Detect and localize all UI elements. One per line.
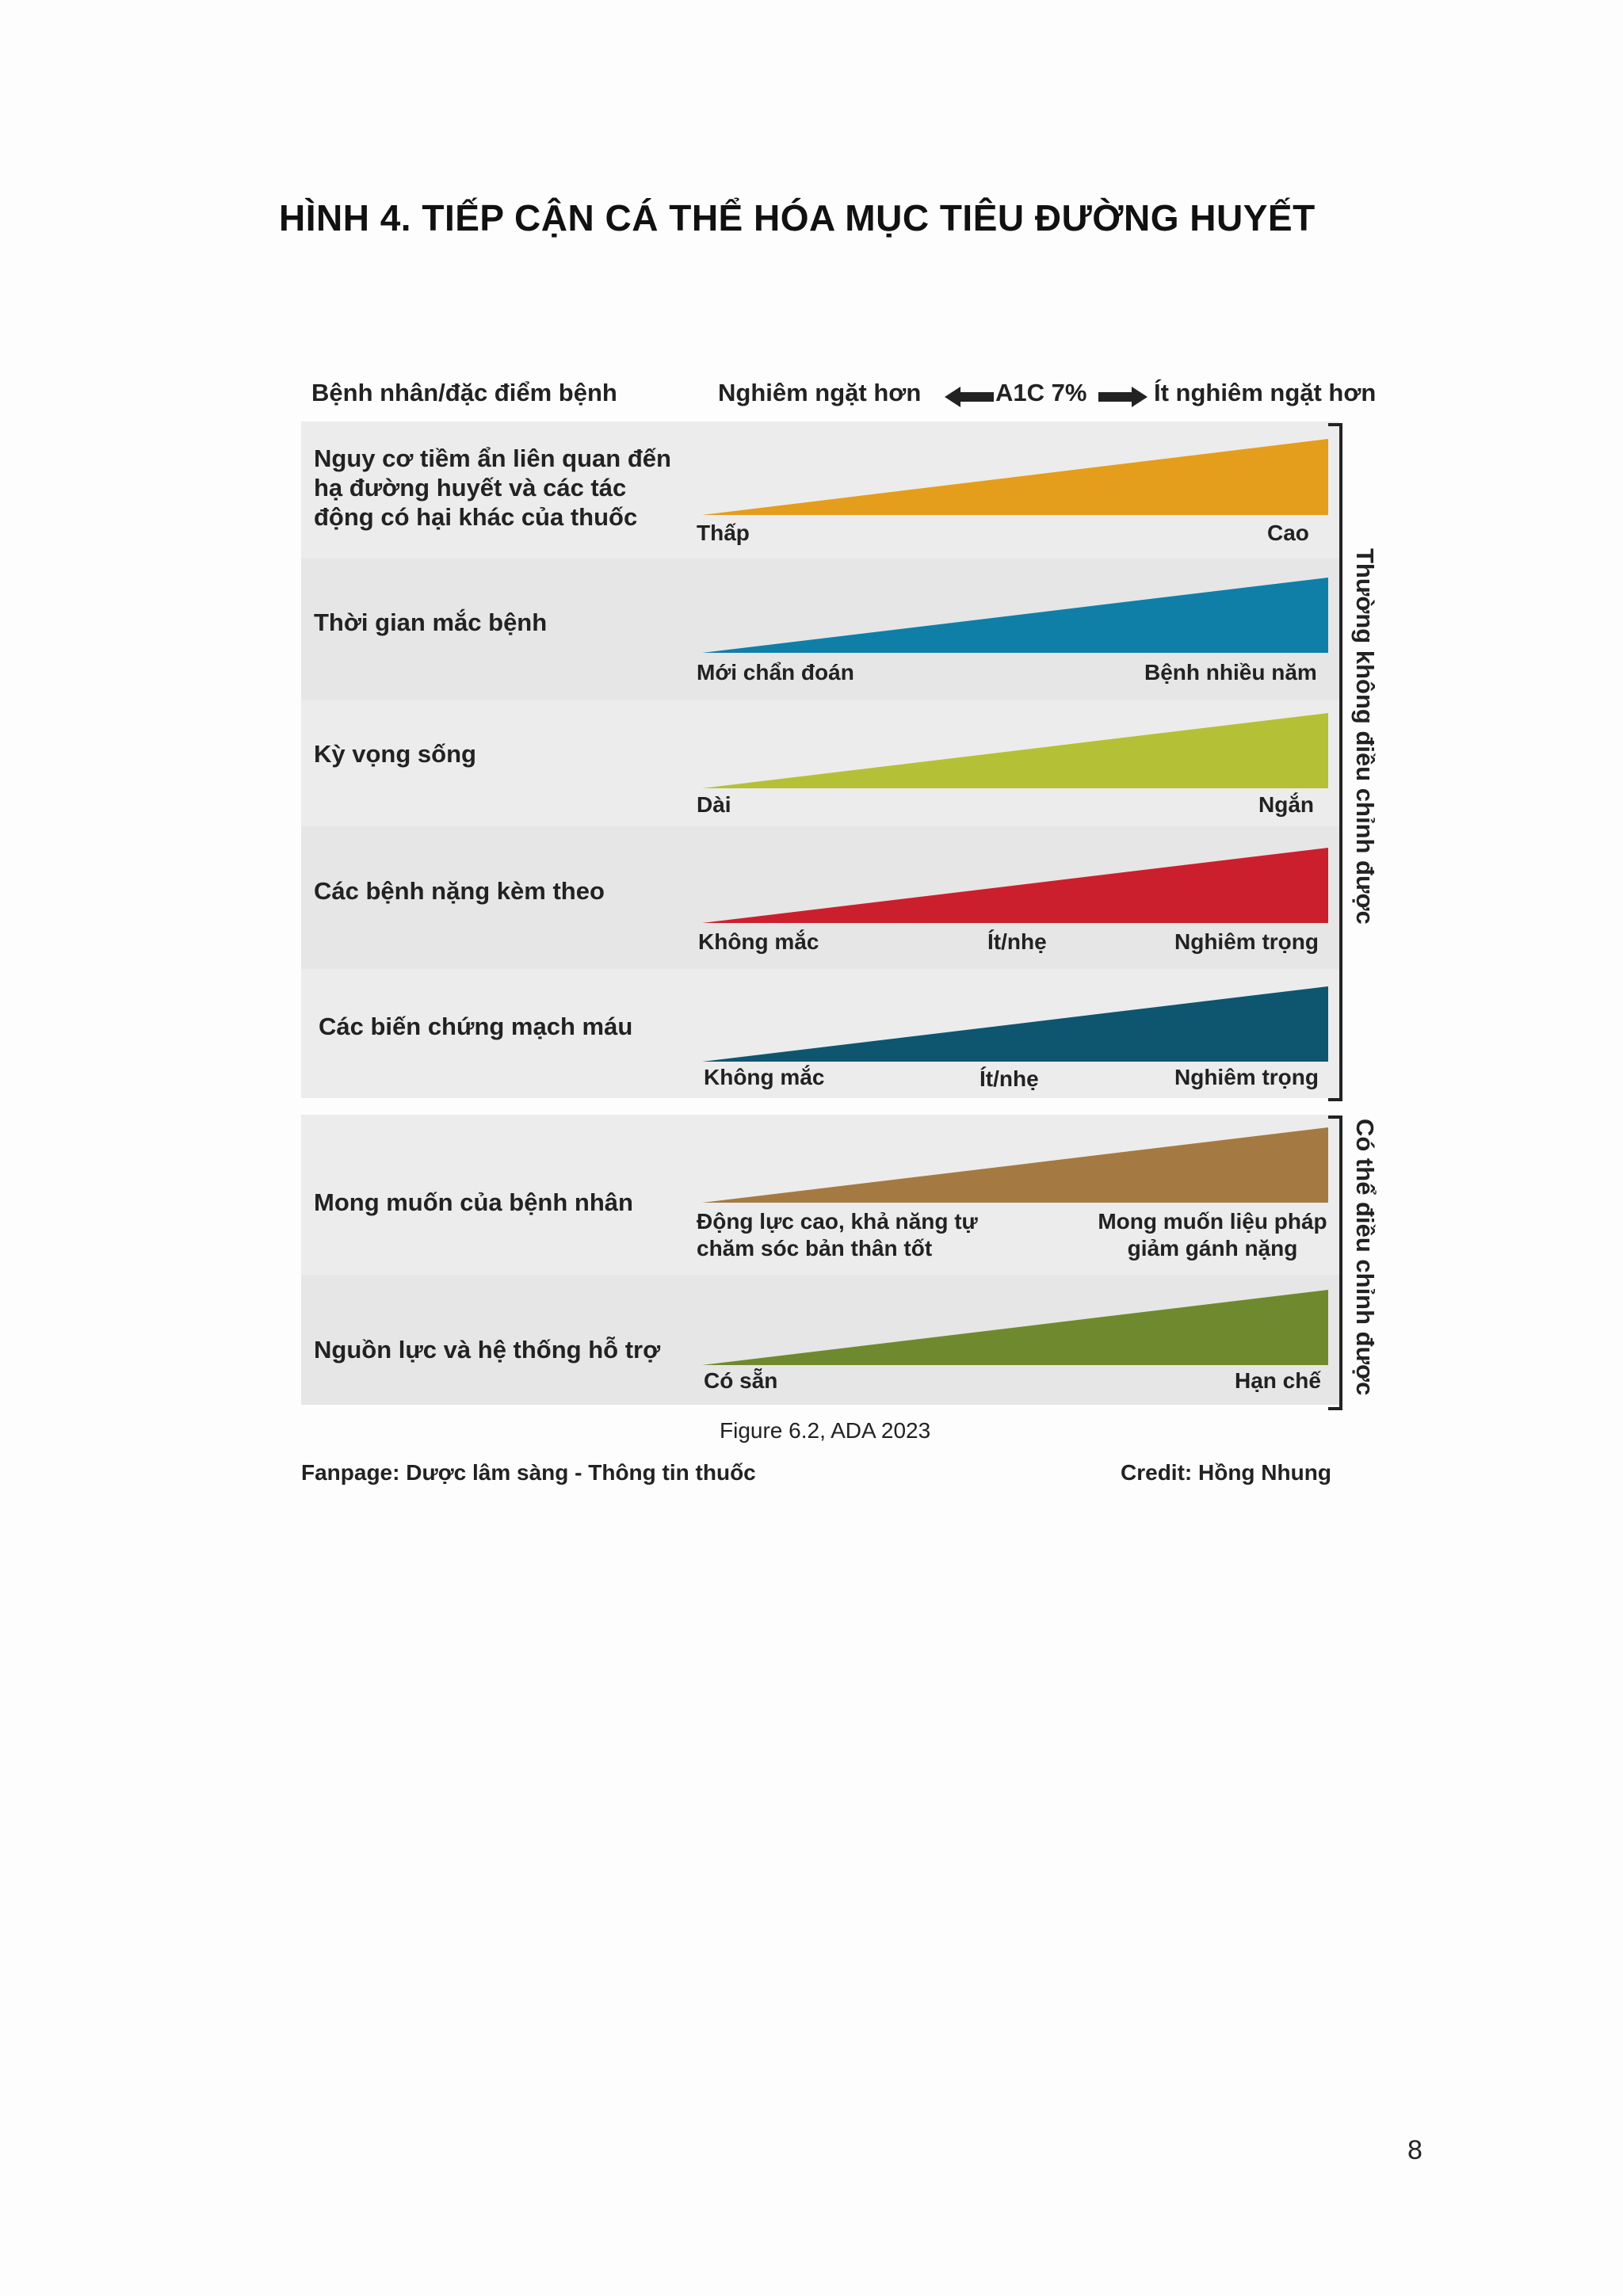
- header-more-stringent: Nghiêm ngặt hơn: [718, 379, 922, 406]
- wedge-shape: [702, 578, 1328, 653]
- scale-right-label: Mong muốn liệu pháp giảm gánh nặng: [1098, 1209, 1327, 1261]
- page-title: HÌNH 4. TIẾP CẬN CÁ THỂ HÓA MỤC TIÊU ĐƯỜNG HUYẾT: [279, 197, 1316, 238]
- scale-left-label: Không mắc: [698, 929, 819, 954]
- header-characteristics: Bệnh nhân/đặc điểm bệnh: [311, 379, 617, 406]
- wedge-shape: [702, 439, 1328, 515]
- scale-right-label: Bệnh nhiều năm: [1144, 660, 1317, 685]
- wedge-shape: [702, 986, 1328, 1062]
- row-label: Các bệnh nặng kèm theo: [314, 877, 605, 905]
- scale-right-label: Ngắn: [1258, 792, 1314, 817]
- scale-left-label: Dài: [697, 792, 731, 817]
- header-a1c: A1C 7%: [995, 379, 1087, 406]
- scale-left-label: Mới chẩn đoán: [697, 660, 854, 685]
- row-disease-duration: [301, 559, 1339, 700]
- side-label-not-modifiable: Thường không điều chỉnh được: [1351, 548, 1379, 925]
- arrow-right-icon: [1098, 387, 1148, 407]
- row-patient-preference: [301, 1115, 1339, 1275]
- gradient-wedge: [702, 1290, 1328, 1365]
- wedge-shape: [702, 1290, 1328, 1365]
- footer-fanpage: Fanpage: Dược lâm sàng - Thông tin thuốc: [301, 1460, 756, 1485]
- arrow-left-icon: [945, 387, 994, 407]
- scale-right-label: Nghiêm trọng: [1174, 1065, 1319, 1089]
- gradient-wedge: [702, 439, 1328, 515]
- header-less-stringent: Ít nghiêm ngặt hơn: [1154, 379, 1377, 406]
- row-resources-support: [301, 1275, 1339, 1405]
- gradient-wedge: [702, 848, 1328, 923]
- footer-credit: Credit: Hồng Nhung: [1121, 1460, 1331, 1485]
- gradient-wedge: [702, 713, 1328, 788]
- row-life-expectancy: [301, 700, 1339, 826]
- wedge-shape: [702, 848, 1328, 923]
- row-label: Thời gian mắc bệnh: [314, 608, 548, 636]
- scale-right-label: Cao: [1267, 521, 1309, 545]
- gradient-wedge: [702, 1127, 1328, 1203]
- row-label: Các biến chứng mạch máu: [319, 1013, 633, 1040]
- row-label: Nguy cơ tiềm ẩn liên quan đến hạ đường huyết và các tác động có hại khác của thuốc: [314, 444, 671, 531]
- row-vascular-complications: [301, 969, 1339, 1098]
- scale-mid-label: Ít/nhẹ: [980, 1066, 1039, 1091]
- bracket-not-modifiable: [1328, 423, 1342, 1101]
- row-label: Mong muốn của bệnh nhân: [314, 1188, 633, 1216]
- row-comorbidities: [301, 826, 1339, 969]
- row-hypoglycemia-risk: [301, 421, 1339, 559]
- gradient-wedge: [702, 578, 1328, 653]
- wedge-shape: [702, 713, 1328, 788]
- row-label: Nguồn lực và hệ thống hỗ trợ: [314, 1336, 661, 1363]
- side-label-modifiable: Có thể điều chỉnh được: [1351, 1119, 1379, 1396]
- row-label: Kỳ vọng sống: [314, 740, 476, 768]
- scale-left-label: Không mắc: [704, 1065, 825, 1089]
- scale-left-label: Động lực cao, khả năng tự chăm sóc bản thân tốt: [697, 1209, 978, 1261]
- gradient-wedge: [702, 986, 1328, 1062]
- figure-caption: Figure 6.2, ADA 2023: [720, 1418, 931, 1443]
- scale-left-label: Có sẵn: [704, 1368, 778, 1393]
- bracket-modifiable: [1328, 1116, 1342, 1410]
- wedge-shape: [702, 1127, 1328, 1203]
- scale-left-label: Thấp: [697, 521, 750, 545]
- scale-mid-label: Ít/nhẹ: [987, 929, 1047, 954]
- scale-right-label: Hạn chế: [1235, 1368, 1321, 1393]
- page-number: 8: [1407, 2135, 1423, 2165]
- scale-right-label: Nghiêm trọng: [1174, 929, 1319, 954]
